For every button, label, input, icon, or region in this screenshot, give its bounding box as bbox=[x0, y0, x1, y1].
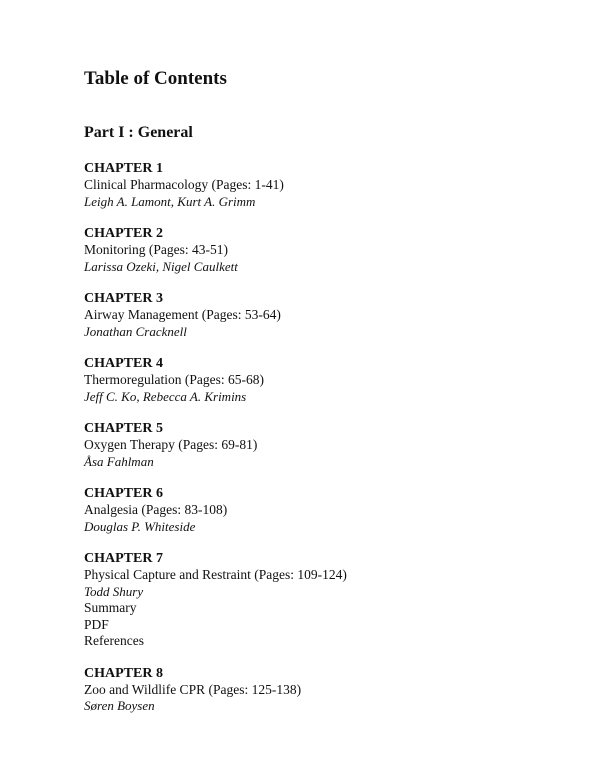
chapter-entry-7 bbox=[84, 550, 564, 650]
chapter-title[interactable]: Monitoring (Pages: 43-51) bbox=[84, 242, 228, 257]
chapter-title[interactable]: Clinical Pharmacology (Pages: 1-41) bbox=[84, 177, 284, 192]
references-link[interactable]: References bbox=[84, 633, 144, 648]
chapter-authors: Larissa Ozeki, Nigel Caulkett bbox=[84, 258, 238, 274]
chapter-label: CHAPTER 7 bbox=[84, 551, 163, 566]
chapter-authors: Søren Boysen bbox=[84, 698, 155, 713]
chapter-authors: Leigh A. Lamont, Kurt A. Grimm bbox=[84, 193, 256, 209]
chapter-label: CHAPTER 4 bbox=[84, 356, 163, 371]
chapter-entry-3 bbox=[84, 290, 564, 340]
chapter-label: CHAPTER 2 bbox=[84, 226, 163, 241]
chapter-entry-5 bbox=[84, 420, 564, 470]
chapter-label: CHAPTER 3 bbox=[84, 291, 163, 306]
page-title: Table of Contents bbox=[84, 68, 227, 89]
chapter-entry-1 bbox=[84, 160, 564, 210]
chapter-label: CHAPTER 5 bbox=[84, 421, 163, 436]
chapter-authors: Todd Shury bbox=[84, 583, 144, 599]
chapter-list bbox=[84, 160, 564, 730]
chapter-title[interactable]: Thermoregulation (Pages: 65-68) bbox=[84, 372, 264, 387]
chapter-entry-8 bbox=[84, 665, 564, 715]
chapter-label: CHAPTER 6 bbox=[84, 486, 163, 501]
chapter-authors: Åsa Fahlman bbox=[84, 453, 154, 469]
chapter-title[interactable]: Airway Management (Pages: 53-64) bbox=[84, 307, 281, 322]
chapter-title[interactable]: Analgesia (Pages: 83-108) bbox=[84, 502, 228, 517]
chapter-title[interactable]: Physical Capture and Restraint (Pages: 109-124) bbox=[84, 567, 347, 582]
chapter-label: CHAPTER 1 bbox=[84, 161, 163, 176]
chapter-authors: Jonathan Cracknell bbox=[84, 323, 187, 339]
summary-link[interactable]: Summary bbox=[84, 600, 137, 615]
chapter-title[interactable]: Oxygen Therapy (Pages: 69-81) bbox=[84, 437, 258, 452]
chapter-authors: Jeff C. Ko, Rebecca A. Krimins bbox=[84, 388, 247, 404]
part-heading: Part I : General bbox=[84, 124, 193, 141]
chapter-entry-4 bbox=[84, 355, 564, 405]
chapter-entry-6 bbox=[84, 485, 564, 535]
chapter-authors: Douglas P. Whiteside bbox=[84, 518, 196, 534]
chapter-label: CHAPTER 8 bbox=[84, 665, 163, 681]
pdf-link[interactable]: PDF bbox=[84, 616, 109, 632]
chapter-entry-2 bbox=[84, 225, 564, 275]
chapter-title[interactable]: Zoo and Wildlife CPR (Pages: 125-138) bbox=[84, 681, 302, 697]
